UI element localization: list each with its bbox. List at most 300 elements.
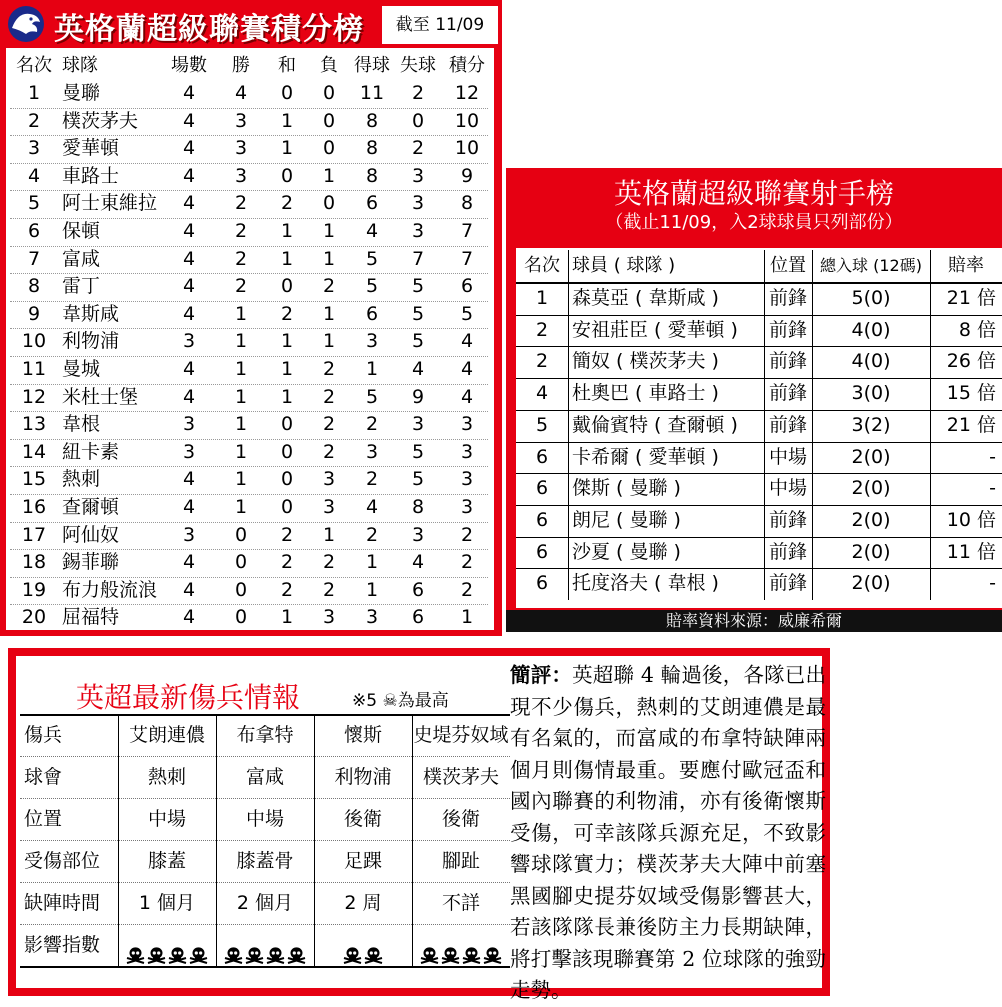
injury-club: 熱刺 bbox=[147, 766, 186, 788]
standings-cell-lost: 2 bbox=[322, 551, 336, 574]
standings-cell-rank: 3 bbox=[27, 137, 41, 160]
standings-cell-lost: 1 bbox=[322, 330, 336, 353]
standings-cell-rank: 19 bbox=[21, 578, 47, 601]
standings-cell-lost: 1 bbox=[322, 164, 336, 187]
standings-cell-points: 4 bbox=[460, 358, 474, 380]
standings-cell-team: 阿仙奴 bbox=[62, 523, 120, 546]
standings-cell-drawn: 0 bbox=[280, 496, 294, 518]
scorers-cell-position: 前鋒 bbox=[768, 508, 807, 531]
scorers-cell-rank: 6 bbox=[535, 508, 549, 531]
standings-cell-lost: 0 bbox=[322, 137, 336, 160]
standings-cell-won: 1 bbox=[234, 413, 248, 436]
standings-cell-goals-for: 8 bbox=[365, 164, 379, 187]
standings-cell-goals-for: 6 bbox=[365, 302, 379, 325]
scorers-cell-goals: 2(0) bbox=[851, 572, 891, 595]
standings-cell-goals-for: 2 bbox=[365, 468, 379, 491]
standings-cell-rank: 4 bbox=[27, 164, 41, 187]
standings-cell-rank: 20 bbox=[21, 606, 47, 629]
standings-cell-drawn: 1 bbox=[280, 330, 294, 353]
injury-club: 富咸 bbox=[245, 766, 284, 788]
scorers-cell-position: 前鋒 bbox=[768, 318, 807, 341]
injury-position: 中場 bbox=[147, 808, 186, 830]
standings-cell-rank: 15 bbox=[21, 468, 47, 491]
standings-cell-goals-for: 6 bbox=[365, 192, 379, 215]
standings-cell-team: 紐卡素 bbox=[62, 440, 120, 463]
standings-cell-rank: 6 bbox=[27, 220, 41, 242]
standings-cell-goals-for: 3 bbox=[365, 606, 379, 629]
standings-cell-goals-against: 3 bbox=[411, 220, 425, 242]
standings-cell-drawn: 0 bbox=[280, 413, 294, 436]
standings-cell-lost: 1 bbox=[322, 220, 336, 242]
standings-cell-drawn: 2 bbox=[280, 302, 294, 325]
standings-cell-goals-for: 11 bbox=[359, 82, 385, 104]
injury-column-divider bbox=[412, 714, 413, 966]
standings-cell-points: 12 bbox=[454, 82, 480, 104]
scorers-cell-odds: 21 倍 bbox=[946, 287, 996, 309]
standings-cell-played: 4 bbox=[182, 302, 196, 325]
standings-cell-points: 2 bbox=[460, 523, 474, 546]
standings-cell-team: 曼城 bbox=[62, 358, 101, 380]
standings-cell-points: 6 bbox=[460, 275, 474, 298]
standings-cell-team: 樸茨茅夫 bbox=[62, 109, 139, 132]
standings-cell-team: 錫菲聯 bbox=[62, 551, 120, 574]
standings-cell-won: 1 bbox=[234, 302, 248, 325]
standings-cell-lost: 1 bbox=[322, 302, 336, 325]
scorers-cell-goals: 2(0) bbox=[851, 477, 891, 500]
standings-cell-played: 3 bbox=[182, 413, 196, 436]
skull-icon bbox=[364, 937, 383, 955]
standings-cell-played: 4 bbox=[182, 578, 196, 601]
standings-cell-team: 屈福特 bbox=[62, 606, 120, 629]
injury-name: 懷斯 bbox=[343, 724, 382, 746]
scorers-cell-player: 卡希爾 ( 愛華頓 ) bbox=[572, 445, 719, 468]
standings-header-team: 球隊 bbox=[62, 55, 98, 76]
standings-cell-won: 3 bbox=[234, 137, 248, 160]
standings-cell-played: 4 bbox=[182, 220, 196, 242]
standings-cell-rank: 2 bbox=[27, 109, 41, 132]
skull-icon bbox=[224, 937, 243, 955]
standings-as-of-date: 截至 11/09 bbox=[395, 15, 485, 35]
scorers-cell-odds: - bbox=[989, 572, 996, 595]
standings-cell-lost: 3 bbox=[322, 496, 336, 518]
standings-cell-rank: 17 bbox=[21, 523, 47, 546]
standings-cell-lost: 0 bbox=[322, 82, 336, 104]
standings-cell-team: 韋斯咸 bbox=[62, 302, 120, 325]
scorers-title: 英格蘭超級聯賽射手榜 bbox=[613, 177, 894, 210]
standings-cell-won: 2 bbox=[234, 275, 248, 298]
scorers-cell-player: 杜奧巴 ( 車路士 ) bbox=[572, 382, 719, 405]
scorers-header-goals: 總入球 (12碼) bbox=[820, 256, 922, 275]
standings-cell-drawn: 1 bbox=[280, 247, 294, 270]
standings-cell-team: 阿士東維拉 bbox=[62, 192, 158, 215]
scorers-cell-odds: 10 倍 bbox=[946, 508, 996, 531]
injury-row-label: 球會 bbox=[24, 766, 63, 788]
standings-cell-played: 3 bbox=[182, 330, 196, 353]
standings-cell-rank: 16 bbox=[21, 496, 47, 518]
injury-duration: 2 周 bbox=[344, 892, 382, 914]
standings-header-goals-against: 失球 bbox=[400, 55, 436, 76]
standings-cell-rank: 7 bbox=[27, 247, 41, 270]
standings-cell-team: 車路士 bbox=[62, 164, 120, 187]
standings-cell-goals-against: 3 bbox=[411, 413, 425, 436]
scorers-cell-rank: 6 bbox=[535, 572, 549, 595]
standings-cell-goals-against: 3 bbox=[411, 192, 425, 215]
scorers-cell-rank: 6 bbox=[535, 477, 549, 500]
impact-rating bbox=[118, 924, 216, 966]
skull-icon bbox=[420, 937, 439, 955]
injury-name: 艾朗連儂 bbox=[128, 724, 205, 746]
standings-cell-won: 1 bbox=[234, 358, 248, 380]
standings-cell-lost: 1 bbox=[322, 523, 336, 546]
standings-cell-goals-for: 5 bbox=[365, 275, 379, 298]
standings-cell-rank: 9 bbox=[27, 302, 41, 325]
standings-cell-team: 富咸 bbox=[62, 247, 101, 270]
standings-cell-won: 0 bbox=[234, 523, 248, 546]
standings-cell-played: 4 bbox=[182, 606, 196, 629]
standings-cell-goals-against: 2 bbox=[411, 82, 425, 104]
standings-cell-drawn: 1 bbox=[280, 358, 294, 380]
standings-cell-team: 愛華頓 bbox=[62, 137, 120, 160]
scorers-cell-player: 傑斯 ( 曼聯 ) bbox=[572, 477, 681, 500]
skull-icon bbox=[189, 937, 208, 955]
standings-cell-drawn: 2 bbox=[280, 551, 294, 574]
standings-cell-rank: 13 bbox=[21, 413, 47, 436]
standings-cell-points: 1 bbox=[460, 606, 474, 629]
standings-cell-drawn: 0 bbox=[280, 82, 294, 104]
scorers-cell-goals: 2(0) bbox=[851, 508, 891, 531]
skull-icon bbox=[441, 937, 460, 955]
standings-cell-goals-against: 7 bbox=[411, 247, 425, 270]
impact-rating bbox=[314, 924, 412, 966]
skull-icon bbox=[126, 937, 145, 955]
standings-cell-played: 4 bbox=[182, 551, 196, 574]
standings-cell-points: 10 bbox=[454, 109, 480, 132]
standings-cell-rank: 1 bbox=[27, 82, 41, 104]
scorers-cell-odds: 15 倍 bbox=[946, 382, 996, 405]
standings-cell-lost: 2 bbox=[322, 385, 336, 408]
skull-icon bbox=[168, 937, 187, 955]
standings-cell-points: 7 bbox=[460, 220, 474, 242]
standings-cell-goals-for: 1 bbox=[365, 551, 379, 574]
standings-cell-drawn: 2 bbox=[280, 578, 294, 601]
scorers-cell-position: 中場 bbox=[768, 445, 807, 468]
injury-row-label: 位置 bbox=[24, 808, 63, 830]
injury-injury: 膝蓋骨 bbox=[236, 850, 294, 872]
standings-cell-played: 4 bbox=[182, 109, 196, 132]
standings-cell-lost: 2 bbox=[322, 358, 336, 380]
standings-cell-goals-against: 0 bbox=[411, 109, 425, 132]
impact-rating bbox=[216, 924, 314, 966]
scorers-cell-odds: 26 倍 bbox=[946, 350, 996, 373]
standings-cell-points: 5 bbox=[460, 302, 474, 325]
scorers-cell-rank: 6 bbox=[535, 540, 549, 563]
standings-cell-goals-for: 8 bbox=[365, 137, 379, 160]
standings-cell-team: 米杜士堡 bbox=[62, 385, 139, 408]
standings-cell-points: 9 bbox=[460, 164, 474, 187]
standings-cell-goals-for: 5 bbox=[365, 247, 379, 270]
standings-cell-goals-against: 5 bbox=[411, 302, 425, 325]
standings-cell-won: 1 bbox=[234, 440, 248, 463]
scorers-cell-position: 前鋒 bbox=[768, 350, 807, 373]
scorers-cell-odds: - bbox=[989, 445, 996, 468]
standings-cell-goals-against: 3 bbox=[411, 523, 425, 546]
standings-cell-drawn: 1 bbox=[280, 220, 294, 242]
skull-icon bbox=[462, 937, 481, 955]
skull-icon bbox=[147, 937, 166, 955]
standings-cell-goals-against: 5 bbox=[411, 440, 425, 463]
scorers-subtitle: （截止11/09，入2球球員只列部份） bbox=[605, 212, 903, 233]
standings-cell-won: 2 bbox=[234, 220, 248, 242]
scorers-cell-rank: 2 bbox=[535, 318, 549, 341]
standings-cell-rank: 10 bbox=[21, 330, 47, 353]
scorers-cell-rank: 2 bbox=[535, 350, 549, 373]
standings-cell-goals-against: 9 bbox=[411, 385, 425, 408]
standings-cell-won: 0 bbox=[234, 578, 248, 601]
commentary-label: 簡評： bbox=[510, 663, 573, 687]
standings-cell-rank: 18 bbox=[21, 551, 47, 574]
standings-cell-lost: 1 bbox=[322, 247, 336, 270]
standings-cell-won: 1 bbox=[234, 468, 248, 491]
scorers-cell-odds: 8 倍 bbox=[958, 318, 996, 341]
standings-cell-won: 0 bbox=[234, 551, 248, 574]
standings-cell-goals-for: 1 bbox=[365, 358, 379, 380]
standings-cell-drawn: 1 bbox=[280, 137, 294, 160]
standings-cell-points: 3 bbox=[460, 440, 474, 463]
standings-cell-lost: 2 bbox=[322, 275, 336, 298]
injury-scale-note: ※5 ☠為最高 bbox=[352, 691, 449, 711]
standings-cell-team: 查爾頓 bbox=[62, 496, 120, 518]
standings-cell-rank: 14 bbox=[21, 440, 47, 463]
standings-cell-goals-against: 5 bbox=[411, 468, 425, 491]
scorers-cell-goals: 3(2) bbox=[851, 413, 891, 436]
standings-cell-lost: 3 bbox=[322, 468, 336, 491]
standings-cell-played: 4 bbox=[182, 247, 196, 270]
standings-cell-lost: 0 bbox=[322, 192, 336, 215]
standings-cell-drawn: 0 bbox=[280, 440, 294, 463]
standings-cell-goals-for: 3 bbox=[365, 440, 379, 463]
standings-cell-points: 2 bbox=[460, 551, 474, 574]
standings-cell-lost: 3 bbox=[322, 606, 336, 629]
skull-icon bbox=[266, 937, 285, 955]
scorers-cell-player: 朗尼 ( 曼聯 ) bbox=[572, 508, 681, 531]
standings-cell-team: 韋根 bbox=[62, 413, 101, 436]
standings-cell-rank: 12 bbox=[21, 385, 47, 408]
injury-injury: 膝蓋 bbox=[147, 850, 186, 872]
standings-cell-played: 4 bbox=[182, 358, 196, 380]
standings-cell-goals-against: 2 bbox=[411, 137, 425, 160]
standings-cell-goals-against: 3 bbox=[411, 164, 425, 187]
standings-header-lost: 負 bbox=[320, 55, 338, 76]
injury-title: 英超最新傷兵情報 bbox=[76, 681, 301, 714]
injury-injury: 腳趾 bbox=[441, 850, 480, 872]
standings-cell-goals-against: 5 bbox=[411, 330, 425, 353]
standings-cell-goals-for: 5 bbox=[365, 385, 379, 408]
standings-cell-drawn: 1 bbox=[280, 109, 294, 132]
standings-cell-goals-for: 3 bbox=[365, 330, 379, 353]
standings-cell-lost: 2 bbox=[322, 578, 336, 601]
injury-duration: 不詳 bbox=[441, 892, 480, 914]
standings-cell-lost: 0 bbox=[322, 109, 336, 132]
commentary-text: 英超聯 4 輪過後，各隊已出現不少傷兵，熱刺的艾朗連儂是最有名氣的，而富咸的布拿特缺陣兩個月則傷情最重。要應付歐冠盃和國內聯賽的利物浦，亦有後衛懷斯受傷，可幸該隊兵源充足，不致影響球隊實力；樸茨茅夫大陣中前塞黑國腳史提芬奴域受傷影響甚大，若該隊隊長兼後防主力長期缺陣，將打擊該現聯賽第 2 位球隊的強勁走勢。 bbox=[510, 663, 827, 1002]
scorers-cell-odds: 11 倍 bbox=[946, 540, 996, 563]
standings-cell-drawn: 1 bbox=[280, 606, 294, 629]
standings-cell-drawn: 1 bbox=[280, 385, 294, 408]
skull-icon bbox=[245, 937, 264, 955]
scorers-header-odds: 賠率 bbox=[948, 255, 984, 276]
skull-icon bbox=[287, 937, 306, 955]
standings-cell-drawn: 2 bbox=[280, 192, 294, 215]
scorers-cell-rank: 1 bbox=[535, 287, 549, 309]
standings-header-goals-for: 得球 bbox=[354, 55, 390, 76]
scorers-cell-player: 簡奴 ( 樸茨茅夫 ) bbox=[572, 350, 719, 373]
standings-cell-team: 雷丁 bbox=[62, 275, 101, 298]
standings-cell-played: 4 bbox=[182, 496, 196, 518]
standings-cell-drawn: 0 bbox=[280, 275, 294, 298]
standings-cell-won: 0 bbox=[234, 606, 248, 629]
scorers-header-player: 球員 ( 球隊 ) bbox=[572, 255, 676, 276]
scorers-cell-position: 前鋒 bbox=[768, 540, 807, 563]
scorers-cell-rank: 6 bbox=[535, 445, 549, 468]
standings-cell-points: 2 bbox=[460, 578, 474, 601]
standings-cell-goals-against: 4 bbox=[411, 551, 425, 574]
scorers-cell-player: 沙夏 ( 曼聯 ) bbox=[572, 540, 681, 563]
injury-name: 布拿特 bbox=[236, 724, 294, 746]
scorers-cell-odds: 21 倍 bbox=[946, 413, 996, 436]
standings-cell-goals-for: 2 bbox=[365, 413, 379, 436]
standings-cell-won: 1 bbox=[234, 496, 248, 518]
standings-cell-lost: 2 bbox=[322, 440, 336, 463]
standings-cell-points: 8 bbox=[460, 192, 474, 215]
scorers-cell-goals: 5(0) bbox=[851, 287, 891, 309]
injury-club: 利物浦 bbox=[334, 766, 392, 788]
standings-cell-team: 熱刺 bbox=[62, 468, 101, 491]
standings-cell-goals-for: 4 bbox=[365, 220, 379, 242]
commentary bbox=[510, 660, 826, 1007]
standings-cell-played: 3 bbox=[182, 523, 196, 546]
standings-cell-won: 4 bbox=[234, 82, 248, 104]
skull-icon bbox=[343, 937, 362, 955]
standings-cell-won: 2 bbox=[234, 192, 248, 215]
injury-duration: 2 個月 bbox=[236, 892, 294, 914]
injury-row-label: 缺陣時間 bbox=[24, 892, 101, 914]
scorers-cell-player: 安祖莊臣 ( 愛華頓 ) bbox=[572, 318, 738, 341]
injury-duration: 1 個月 bbox=[138, 892, 196, 914]
standings-cell-points: 4 bbox=[460, 330, 474, 353]
injury-position: 後衛 bbox=[343, 808, 382, 830]
injury-injury: 足踝 bbox=[343, 850, 382, 872]
scorers-cell-odds: - bbox=[989, 477, 996, 500]
scorers-cell-rank: 5 bbox=[535, 413, 549, 436]
scorers-cell-goals: 3(0) bbox=[851, 382, 891, 405]
standings-cell-played: 4 bbox=[182, 82, 196, 104]
standings-cell-team: 利物浦 bbox=[62, 330, 120, 353]
standings-cell-points: 3 bbox=[460, 468, 474, 491]
standings-cell-goals-against: 4 bbox=[411, 358, 425, 380]
standings-cell-goals-for: 4 bbox=[365, 496, 379, 518]
standings-header-played: 場數 bbox=[171, 55, 207, 76]
scorers-cell-position: 前鋒 bbox=[768, 287, 807, 309]
standings-cell-won: 1 bbox=[234, 385, 248, 408]
standings-cell-played: 4 bbox=[182, 137, 196, 160]
standings-cell-played: 4 bbox=[182, 192, 196, 215]
standings-cell-won: 3 bbox=[234, 109, 248, 132]
odds-source-text: 賠率資料來源：威廉希爾 bbox=[665, 611, 842, 630]
standings-cell-goals-for: 2 bbox=[365, 523, 379, 546]
injury-position: 後衛 bbox=[441, 808, 480, 830]
standings-cell-won: 3 bbox=[234, 164, 248, 187]
injury-row-label: 受傷部位 bbox=[24, 850, 101, 872]
injury-row-label: 傷兵 bbox=[24, 724, 63, 746]
injury-position: 中場 bbox=[245, 808, 284, 830]
standings-cell-goals-against: 5 bbox=[411, 275, 425, 298]
standings-cell-played: 4 bbox=[182, 275, 196, 298]
scorers-cell-rank: 4 bbox=[535, 382, 549, 405]
skull-icon bbox=[483, 937, 502, 955]
standings-cell-points: 3 bbox=[460, 413, 474, 436]
scorers-header-rank: 名次 bbox=[524, 255, 560, 276]
standings-cell-points: 3 bbox=[460, 496, 474, 518]
scorers-cell-position: 前鋒 bbox=[768, 572, 807, 595]
injury-column-divider bbox=[118, 714, 119, 966]
standings-header-drawn: 和 bbox=[278, 55, 296, 76]
standings-cell-team: 保頓 bbox=[62, 220, 101, 242]
scorers-cell-goals: 4(0) bbox=[851, 350, 891, 373]
scorers-cell-position: 前鋒 bbox=[768, 382, 807, 405]
scorers-cell-player: 戴倫賓特 ( 查爾頓 ) bbox=[572, 413, 738, 436]
standings-header-won: 勝 bbox=[232, 55, 250, 76]
scorers-cell-player: 森莫亞 ( 韋斯咸 ) bbox=[572, 287, 719, 309]
standings-cell-team: 布力般流浪 bbox=[62, 578, 158, 601]
injury-table-bottom-line bbox=[20, 966, 510, 968]
standings-cell-played: 4 bbox=[182, 385, 196, 408]
standings-cell-rank: 8 bbox=[27, 275, 41, 298]
standings-header-points: 積分 bbox=[449, 55, 485, 76]
scorers-cell-position: 中場 bbox=[768, 477, 807, 500]
standings-cell-rank: 5 bbox=[27, 192, 41, 215]
standings-cell-won: 1 bbox=[234, 330, 248, 353]
scorers-cell-goals: 2(0) bbox=[851, 540, 891, 563]
standings-cell-goals-for: 8 bbox=[365, 109, 379, 132]
standings-cell-lost: 2 bbox=[322, 413, 336, 436]
standings-cell-won: 2 bbox=[234, 247, 248, 270]
standings-cell-drawn: 0 bbox=[280, 468, 294, 491]
scorers-header-position: 位置 bbox=[770, 255, 806, 276]
injury-column-divider bbox=[314, 714, 315, 966]
injury-club: 樸茨茅夫 bbox=[422, 766, 499, 788]
standings-cell-played: 3 bbox=[182, 440, 196, 463]
standings-header-rank: 名次 bbox=[16, 55, 52, 76]
injury-row-label: 影響指數 bbox=[24, 934, 101, 956]
standings-cell-drawn: 0 bbox=[280, 164, 294, 187]
standings-cell-team: 曼聯 bbox=[62, 82, 101, 104]
standings-cell-played: 4 bbox=[182, 468, 196, 491]
scorers-cell-goals: 2(0) bbox=[851, 445, 891, 468]
standings-cell-rank: 11 bbox=[21, 358, 47, 380]
standings-cell-played: 4 bbox=[182, 164, 196, 187]
injury-column-divider bbox=[216, 714, 217, 966]
standings-cell-goals-against: 8 bbox=[411, 496, 425, 518]
standings-title: 英格蘭超級聯賽積分榜 bbox=[54, 12, 364, 47]
impact-rating bbox=[412, 924, 510, 966]
scorers-cell-player: 托度洛夫 ( 韋根 ) bbox=[572, 572, 719, 595]
standings-cell-points: 7 bbox=[460, 247, 474, 270]
standings-cell-points: 10 bbox=[454, 137, 480, 160]
injury-name: 史堤芬奴域 bbox=[413, 724, 509, 746]
standings-cell-goals-against: 6 bbox=[411, 606, 425, 629]
scorers-cell-position: 前鋒 bbox=[768, 413, 807, 436]
standings-cell-goals-against: 6 bbox=[411, 578, 425, 601]
standings-cell-drawn: 2 bbox=[280, 523, 294, 546]
